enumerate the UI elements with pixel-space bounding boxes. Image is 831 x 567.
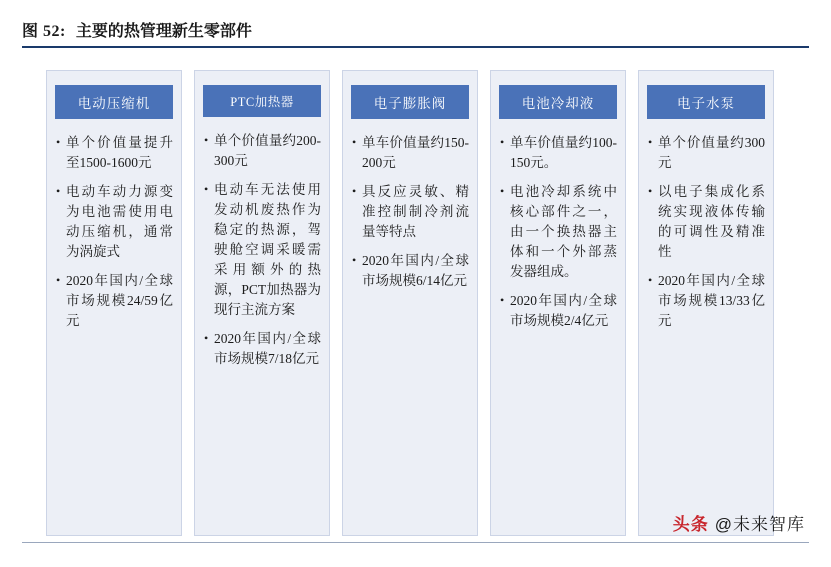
page-title: 主要的热管理新生零部件: [75, 22, 252, 40]
list-item: • 电池冷却系统中核心部件之一，由一个换热器主体和一个外部蒸发器组成。: [499, 182, 617, 282]
list-item: • 2020年国内/全球市场规模2/4亿元: [499, 291, 617, 331]
list-item: • 单个价值量约300元: [647, 133, 765, 173]
list-item: • 电动车动力源变为电池需使用电动压缩机，通常为涡旋式: [55, 182, 173, 262]
column-electronic-water-pump: [638, 70, 774, 536]
watermark: [673, 510, 805, 535]
watermark-text: @未来智库: [714, 515, 805, 534]
columns-container: [46, 70, 790, 536]
list-item: • 以电子集成化系统实现液体传输的可调性及精准性: [647, 182, 765, 262]
column-electronic-expansion-valve: [342, 70, 478, 536]
column-header: 电子水泵: [647, 85, 765, 119]
list-item: • 2020年国内/全球市场规模6/14亿元: [351, 251, 469, 291]
column-header: 电动压缩机: [55, 85, 173, 119]
column-bullet-list: [647, 133, 765, 340]
list-item: • 单个价值量提升至1500-1600元: [55, 133, 173, 173]
column-header: 电子膨胀阀: [351, 85, 469, 119]
figure-title-bar: [22, 14, 809, 44]
footer-divider: [22, 542, 809, 543]
column-header: 电池冷却液: [499, 85, 617, 119]
column-electric-compressor: [46, 70, 182, 536]
list-item: • 具反应灵敏、精准控制制冷剂流量等特点: [351, 182, 469, 242]
column-bullet-list: [203, 131, 321, 378]
list-item: • 电动车无法使用发动机废热作为稳定的热源，驾驶舱空调采暖需采用额外的热源，PCT加热器为现行主流方案: [203, 180, 321, 320]
list-item: • 单个价值量约200-300元: [203, 131, 321, 171]
column-bullet-list: [351, 133, 469, 300]
title-divider: [22, 46, 809, 48]
list-item: • 2020年国内/全球市场规模24/59亿元: [55, 271, 173, 331]
column-bullet-list: [55, 133, 173, 340]
column-battery-coolant: [490, 70, 626, 536]
list-item: • 2020年国内/全球市场规模13/33亿元: [647, 271, 765, 331]
column-ptc-heater: [194, 70, 330, 536]
column-bullet-list: [499, 133, 617, 340]
watermark-logo: 头条: [672, 515, 709, 534]
column-header: PTC加热器: [203, 85, 321, 117]
list-item: • 单车价值量约150-200元: [351, 133, 469, 173]
list-item: • 2020年国内/全球市场规模7/18亿元: [203, 329, 321, 369]
list-item: • 单车价值量约100-150元。: [499, 133, 617, 173]
figure-label: 图 52:: [22, 22, 66, 40]
